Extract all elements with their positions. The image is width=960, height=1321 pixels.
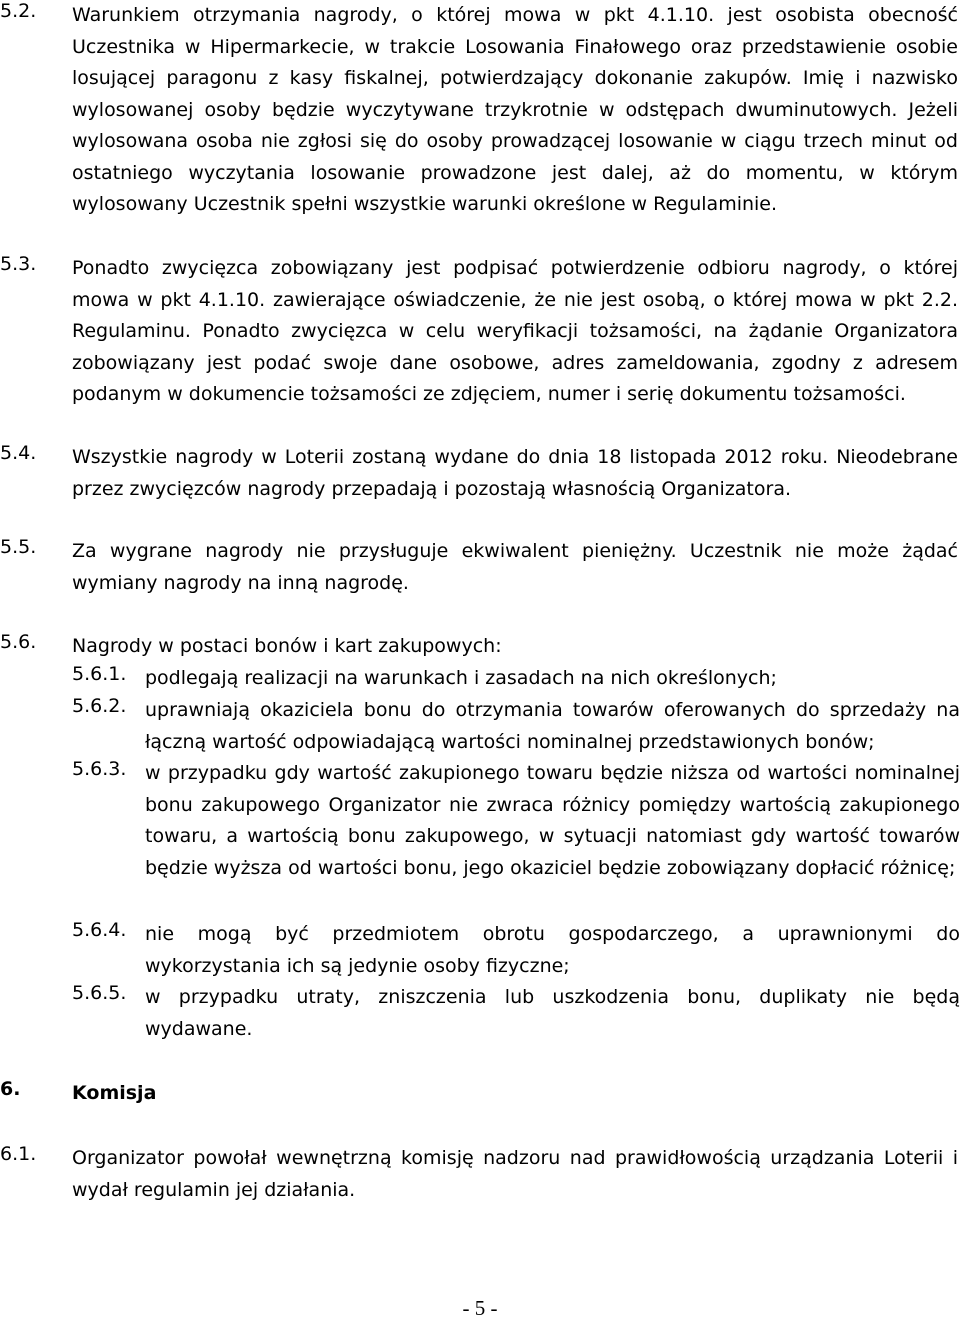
subsection-text: w przypadku utraty, zniszczenia lub uszkodzenia bonu, duplikaty nie będą wydawane.	[145, 986, 960, 1040]
section-text: Warunkiem otrzymania nagrody, o której mowa w pkt 4.1.10. jest osobista obecność Uczestnika w Hipermarkecie, w trakcie Losowania Finałowego oraz przedstawienie osobie losującej paragonu z kasy fiskalnej, potwierdzający dokonanie zakupów. Imię i nazwisko wylosowanej osoby będzie wyczytywane trzykrotnie w odstępach dwuminutowych. Jeżeli wylosowana osoba nie zgłosi się do osoby prowadzącej losowanie w ciągu trzech minut od ostatniego wyczytania losowanie prowadzone jest dalej, aż do momentu, w którym wylosowany Uczestnik spełni wszystkie warunki określone w Regulaminie.	[72, 4, 958, 215]
section-text: Organizator powołał wewnętrzną komisję nadzoru nad prawidłowością urządzania Loterii i wydał regulamin jej działania.	[72, 1147, 958, 1201]
chapter-title: Komisja	[72, 1082, 157, 1104]
subsection-text: podlegają realizacji na warunkach i zasadach na nich określonych;	[145, 667, 777, 689]
subsection-text: uprawniają okaziciela bonu do otrzymania towarów oferowanych do sprzedaży na łączną wartość odpowiadającą wartości nominalnej przedstawionych bonów;	[145, 699, 960, 753]
section-number: 5.2.	[0, 0, 37, 22]
subsection-number: 5.6.5.	[72, 982, 127, 1004]
section-text: Nagrody w postaci bonów i kart zakupowych:	[72, 635, 502, 657]
section-number: 5.5.	[0, 536, 37, 558]
subsection-text: nie mogą być przedmiotem obrotu gospodarczego, a uprawnionymi do wykorzystania ich są jedynie osoby fizyczne;	[145, 923, 960, 977]
section-number: 5.4.	[0, 442, 37, 464]
section-text: Za wygrane nagrody nie przysługuje ekwiwalent pieniężny. Uczestnik nie może żądać wymiany nagrody na inną nagrodę.	[72, 540, 958, 594]
section-text: Ponadto zwycięzca zobowiązany jest podpisać potwierdzenie odbioru nagrody, o której mowa w pkt 4.1.10. zawierające oświadczenie, że nie jest osobą, o której mowa w pkt 2.2. Regulaminu. Ponadto zwycięzca w celu weryfikacji tożsamości, na żądanie Organizatora zobowiązany jest podać swoje dane osobowe, adres zameldowania, zgodny z adresem podanym w dokumencie tożsamości ze zdjęciem, numer i serię dokumentu tożsamości.	[72, 257, 958, 405]
subsection-number: 5.6.3.	[72, 758, 127, 780]
section-number: 5.3.	[0, 253, 37, 275]
subsection-number: 5.6.2.	[72, 695, 127, 717]
subsection-text: w przypadku gdy wartość zakupionego towaru będzie niższa od wartości nominalnej bonu zakupowego Organizator nie zwraca różnicy pomiędzy wartością zakupionego towaru, a wartością bonu zakupowego, w sytuacji natomiast gdy wartość towarów będzie wyższa od wartości bonu, jego okaziciel będzie zobowiązany dopłacić różnicę;	[145, 762, 960, 879]
section-number: 6.1.	[0, 1143, 37, 1165]
page-number: - 5 -	[462, 1296, 498, 1320]
subsection-number: 5.6.4.	[72, 919, 127, 941]
chapter-number: 6.	[0, 1078, 21, 1100]
section-number: 5.6.	[0, 631, 37, 653]
subsection-number: 5.6.1.	[72, 663, 127, 685]
section-text: Wszystkie nagrody w Loterii zostaną wydane do dnia 18 listopada 2012 roku. Nieodebrane przez zwycięzców nagrody przepadają i pozostają własnością Organizatora.	[72, 446, 958, 500]
